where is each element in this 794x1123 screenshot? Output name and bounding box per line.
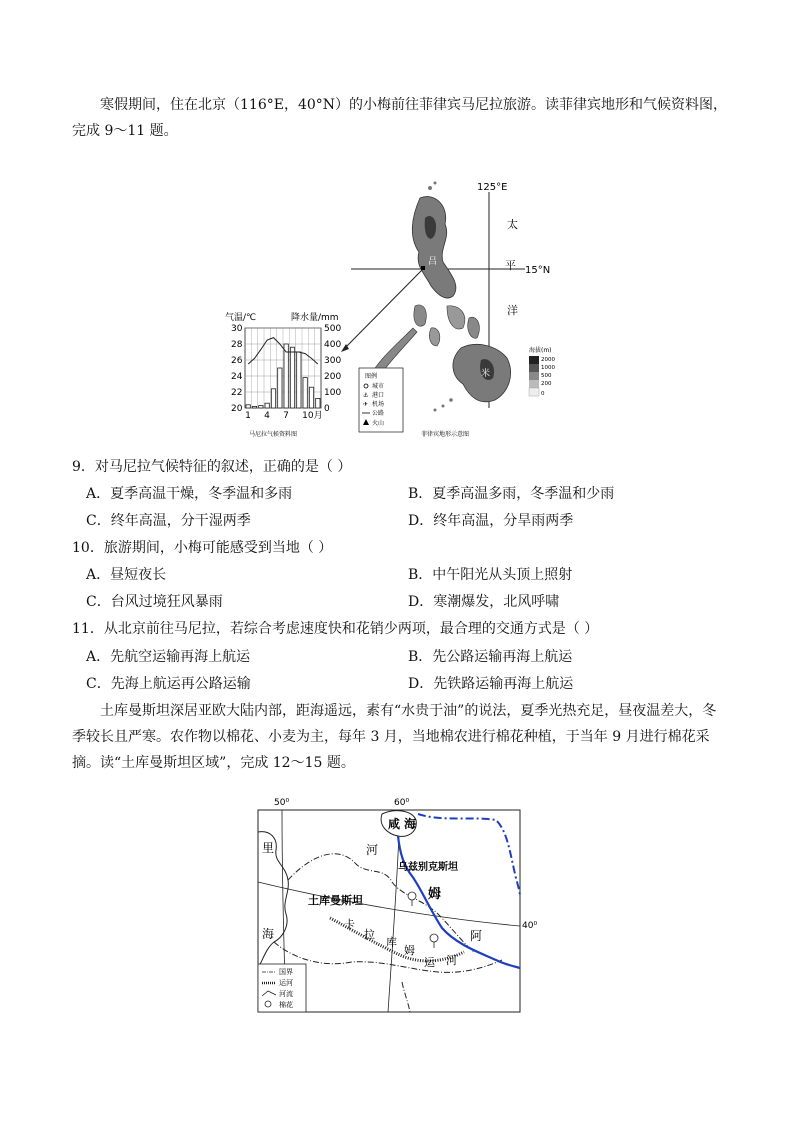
chart-right-tick: 500	[324, 324, 342, 334]
turkmenistan-map-svg	[252, 792, 544, 1016]
question-11-option-d[interactable]: D．先铁路运输再海上航运	[408, 676, 574, 692]
question-11-option-a[interactable]: A．先航空运输再海上航运	[86, 649, 251, 665]
label-xian: 咸	[388, 817, 401, 831]
lon-50-label: 50⁰	[274, 798, 290, 808]
chart-right-axis-label: 降水量/mm	[291, 313, 339, 323]
question-9-option-c[interactable]: C．终年高温，分干湿两季	[86, 513, 251, 529]
elev-tick-2: 1000	[541, 365, 555, 371]
question-11-option-c[interactable]: C．先海上航运再公路运输	[86, 676, 251, 692]
elev-swatch-5	[529, 388, 539, 396]
sea-label-3: 洋	[507, 304, 518, 317]
question-9-option-b[interactable]: B．夏季高温多雨，冬季温和少雨	[408, 486, 615, 502]
chart-x-tick: 4	[264, 411, 270, 421]
legend-canal: 运河	[279, 979, 293, 987]
label-la: 拉	[364, 928, 375, 941]
label-mu-2: 姆	[404, 944, 415, 957]
legend-road: 公路	[372, 410, 385, 417]
chart-right-tick: 400	[324, 340, 342, 350]
precip-bar	[309, 387, 313, 408]
chart-left-tick: 30	[231, 324, 243, 334]
legend-city: 城市	[372, 383, 385, 390]
visayas-island-1	[447, 306, 465, 329]
precip-bar	[290, 347, 294, 408]
label-he-2: 河	[446, 954, 457, 967]
question-10-option-a[interactable]: A．昼短夜长	[86, 567, 167, 583]
figure-turkmenistan	[252, 792, 544, 1016]
precip-bar	[271, 389, 275, 408]
precip-bar	[278, 368, 282, 408]
chart-left-tick: 24	[231, 372, 243, 382]
sulu-islet-1	[449, 398, 453, 402]
precip-bar	[297, 352, 301, 408]
lon-60-label: 60⁰	[394, 798, 410, 808]
sea-label-1: 太	[507, 218, 518, 231]
manila-marker	[421, 266, 425, 270]
label-ku: 库	[386, 936, 397, 949]
elev-swatch-3	[529, 372, 539, 380]
precip-bar	[259, 406, 263, 408]
lat-40-label: 40⁰	[522, 921, 538, 931]
legend-cotton: 棉花	[279, 1001, 293, 1009]
label-ka: 卡	[344, 918, 355, 931]
sea-label-2: 平	[505, 259, 516, 272]
question-10-option-d[interactable]: D．寒潮爆发，北风呼啸	[408, 594, 560, 610]
precip-bar	[246, 405, 250, 408]
legend-volcano: 火山	[372, 420, 385, 427]
label-li: 里	[262, 841, 275, 855]
island-label-mindanao: 米	[481, 369, 491, 379]
elev-swatch-1	[529, 356, 539, 364]
elev-tick-1: 2000	[541, 357, 555, 363]
sulu-islet-3	[434, 409, 437, 412]
chart-left-tick: 20	[231, 404, 243, 414]
meridian-label: 125°E	[477, 182, 508, 193]
elev-title: 海拔(m)	[529, 347, 552, 354]
chart-left-tick: 22	[231, 388, 243, 398]
precip-bar	[265, 403, 269, 408]
label-a: 阿	[470, 929, 483, 943]
legend-river: 河流	[279, 990, 293, 998]
elev-tick-5: 0	[541, 391, 545, 397]
precip-bar	[303, 378, 307, 408]
chart-x-tick: 10月	[302, 411, 323, 421]
north-islet-2	[434, 182, 437, 185]
elev-tick-3: 500	[541, 373, 552, 379]
map-legend-title: 图例	[365, 373, 378, 380]
precip-bar	[252, 406, 256, 408]
island-label-luzon: 吕	[428, 257, 438, 267]
luzon-island	[412, 197, 456, 299]
label-mu-1: 姆	[428, 887, 442, 902]
north-islet-1	[428, 186, 432, 190]
legend-border: 国界	[279, 968, 293, 976]
label-hai-2: 海	[262, 927, 275, 941]
label-uzbekistan: 乌兹别克斯坦	[398, 862, 458, 873]
question-9-option-d[interactable]: D．终年高温，分旱雨两季	[408, 513, 574, 529]
label-he-1: 河	[366, 843, 379, 857]
question-11-stem: 11．从北京前往马尼拉，若综合考虑速度快和花销少两项，最合理的交通方式是（ ）	[72, 621, 599, 637]
question-10-option-b[interactable]: B．中午阳光从头顶上照射	[408, 567, 573, 583]
figure-philippines	[225, 178, 565, 440]
chart-left-axis-label: 气温/℃	[225, 313, 257, 323]
visayas-island-2	[468, 317, 480, 338]
precip-bar	[284, 344, 288, 408]
cotton-legend-icon	[265, 1001, 271, 1007]
port-icon: ⚓	[363, 392, 369, 399]
chart-x-tick: 1	[245, 411, 251, 421]
climate-chart	[231, 324, 341, 421]
question-9-stem: 9．对马尼拉气候特征的叙述，正确的是（ ）	[72, 459, 352, 475]
elev-tick-4: 200	[541, 381, 552, 387]
label-yun: 运	[424, 956, 435, 969]
intro-paragraph-2: 土库曼斯坦深居亚欧大陆内部，距海遥远，素有“水贵于油”的说法，夏季光热充足，昼夜温差大，冬季较长且严寒。农作物以棉花、小麦为主，每年 3 月，当地棉农进行棉花种植，于当年 9 月进行棉花采摘。读“土库曼斯坦区域”，完成 12～15 题。	[72, 703, 717, 771]
chart-left-tick: 26	[231, 356, 243, 366]
map-caption: 菲律宾地形示意图	[421, 431, 470, 438]
chart-right-tick: 0	[324, 404, 330, 414]
chart-right-tick: 300	[324, 356, 342, 366]
precip-bar	[316, 398, 320, 408]
chart-right-tick: 100	[324, 388, 342, 398]
question-10-option-c[interactable]: C．台风过境狂风暴雨	[86, 594, 223, 610]
chart-caption: 马尼拉气候资料图	[249, 431, 298, 438]
chart-x-tick: 7	[283, 411, 289, 421]
parallel-label: 15°N	[525, 265, 551, 276]
intro-paragraph-1: 寒假期间，住在北京（116°E，40°N）的小梅前往菲律宾马尼拉旅游。读菲律宾地形和气候资料图，完成 9～11 题。	[72, 97, 728, 139]
question-10-stem: 10．旅游期间，小梅可能感受到当地（ ）	[72, 540, 333, 556]
legend-port: 港口	[372, 392, 385, 399]
question-11-option-b[interactable]: B．先公路运输再海上航运	[408, 649, 573, 665]
visayas-island-3	[429, 328, 439, 346]
mindoro-island	[414, 305, 426, 326]
airport-icon: ✈	[363, 401, 369, 408]
label-hai-1: 海	[404, 817, 417, 831]
chart-left-tick: 28	[231, 340, 243, 350]
palawan-island	[375, 328, 417, 374]
philippines-figure-svg	[225, 178, 565, 440]
legend-airport: 机场	[372, 401, 385, 408]
label-turkmenistan: 土库曼斯坦	[308, 894, 363, 907]
sulu-islet-2	[442, 405, 445, 408]
elev-swatch-2	[529, 364, 539, 372]
elev-swatch-4	[529, 380, 539, 388]
chart-right-tick: 200	[324, 372, 342, 382]
question-9-option-a[interactable]: A．夏季高温干燥，冬季温和多雨	[86, 486, 293, 502]
